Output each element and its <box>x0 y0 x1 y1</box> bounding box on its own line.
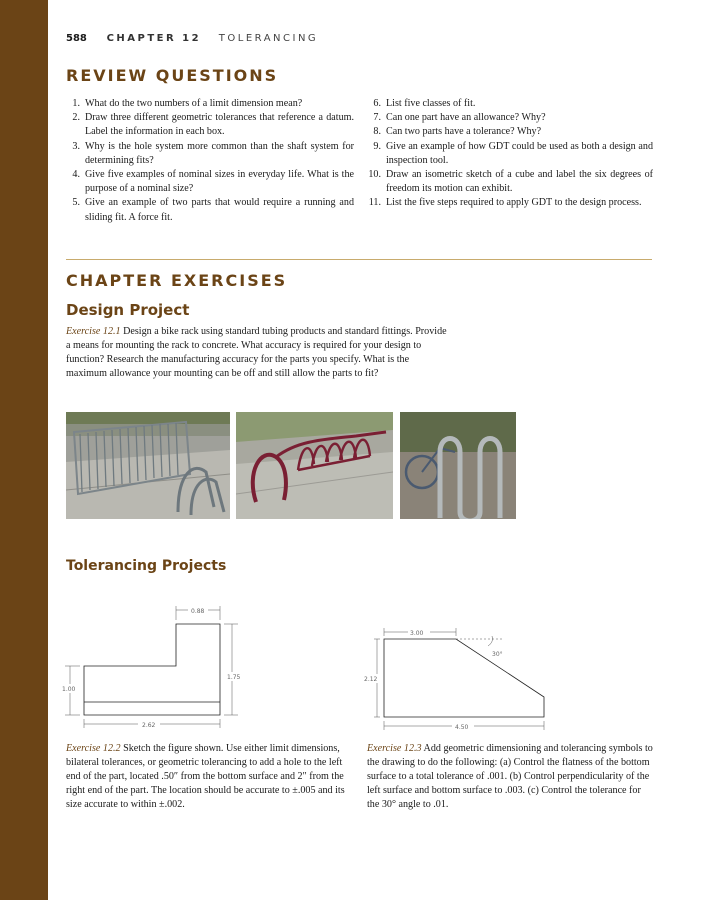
question-item: 11. List the five steps required to apply GDT to the design process. <box>368 197 642 209</box>
exercise-label: Exercise 12.2 <box>66 743 121 754</box>
question-item: 10. Draw an isometric sketch of a cube and label the six degrees of freedom its motion can exhibit. <box>368 169 653 195</box>
bike-rack-photo-3 <box>400 412 516 519</box>
dim-left: 1.00 <box>62 686 76 693</box>
exercise-label: Exercise 12.1 <box>66 326 121 337</box>
running-head <box>66 33 318 44</box>
question-item: 2. Draw three different geometric tolerances that reference a datum. Label the information in each box. <box>72 112 354 138</box>
chapter-title: TOLERANCING <box>218 33 319 44</box>
review-questions-right-column <box>361 97 653 211</box>
dim-left: 2.12 <box>364 676 378 683</box>
question-item: 9. Give an example of how GDT could be used as both a design and inspection tool. <box>373 140 653 166</box>
dim-height: 1.75 <box>227 674 241 681</box>
review-questions-left-column <box>60 97 354 225</box>
dim-angle: 30° <box>492 651 503 658</box>
figure-12-3-drawing <box>362 622 562 734</box>
exercise-12-2 <box>66 742 352 812</box>
dim-top: 0.88 <box>191 608 205 615</box>
chapter-label: CHAPTER 12 <box>106 33 202 44</box>
design-project-heading: Design Project <box>66 301 190 319</box>
page-spine-bar <box>0 0 48 900</box>
dim-bottom: 2.62 <box>142 722 156 729</box>
exercise-12-3 <box>367 742 655 812</box>
question-item: 8. Can two parts have a tolerance? Why? <box>373 126 542 138</box>
figure-12-2-drawing <box>60 598 280 738</box>
question-item: 7. Can one part have an allowance? Why? <box>373 112 546 124</box>
exercise-text: Add geometric dimensioning and tolerancing symbols to the drawing to do the following: (a) Control the flatness of the bottom surface to a total tolerance of .001. (b) Control perpendicularity of the left surface and bottom surface to .003. (c) Control the tolerance for the 30° angle to .01. <box>367 743 653 811</box>
tolerancing-projects-heading: Tolerancing Projects <box>66 558 227 574</box>
exercise-text: Design a bike rack using standard tubing products and standard fittings. Provide a means for mounting the rack to concrete. What accuracy is required for your design to function? Research the manufacturing accuracy for the parts you specify. What is the maximum allowance your mounting can be off and still allow the parts to fit? <box>66 326 447 380</box>
part-outline <box>384 639 544 717</box>
question-item: 3. Why is the hole system more common than the shaft system for determining fits? <box>72 140 354 166</box>
section-divider <box>66 259 652 260</box>
page-number: 588 <box>66 33 87 44</box>
exercise-12-1 <box>66 325 450 381</box>
bike-rack-photo-1 <box>66 412 230 519</box>
dim-top: 3.00 <box>410 630 424 637</box>
part-outline <box>84 624 220 715</box>
question-item: 5. Give an example of two parts that would require a running and sliding fit. A force fit. <box>72 197 354 223</box>
dim-bottom: 4.50 <box>455 724 469 731</box>
question-item: 4. Give five examples of nominal sizes in everyday life. What is the purpose of a nominal size? <box>72 169 354 195</box>
review-questions-heading: REVIEW QUESTIONS <box>66 66 279 85</box>
question-item: 6. List five classes of fit. <box>373 98 476 109</box>
question-item: 1. What do the two numbers of a limit dimension mean? <box>72 98 303 109</box>
chapter-exercises-heading: CHAPTER EXERCISES <box>66 271 288 290</box>
exercise-label: Exercise 12.3 <box>367 743 422 754</box>
exercise-text: Sketch the figure shown. Use either limit dimensions, bilateral tolerances, or geometric tolerancing to add a hole to the left end of the part, located .50″ from the bottom surface and 2″ from the right end of the part. The location should be accurate to ±.005 and its size accurate to within ±.002. <box>66 743 345 811</box>
bike-rack-photo-2 <box>236 412 393 519</box>
